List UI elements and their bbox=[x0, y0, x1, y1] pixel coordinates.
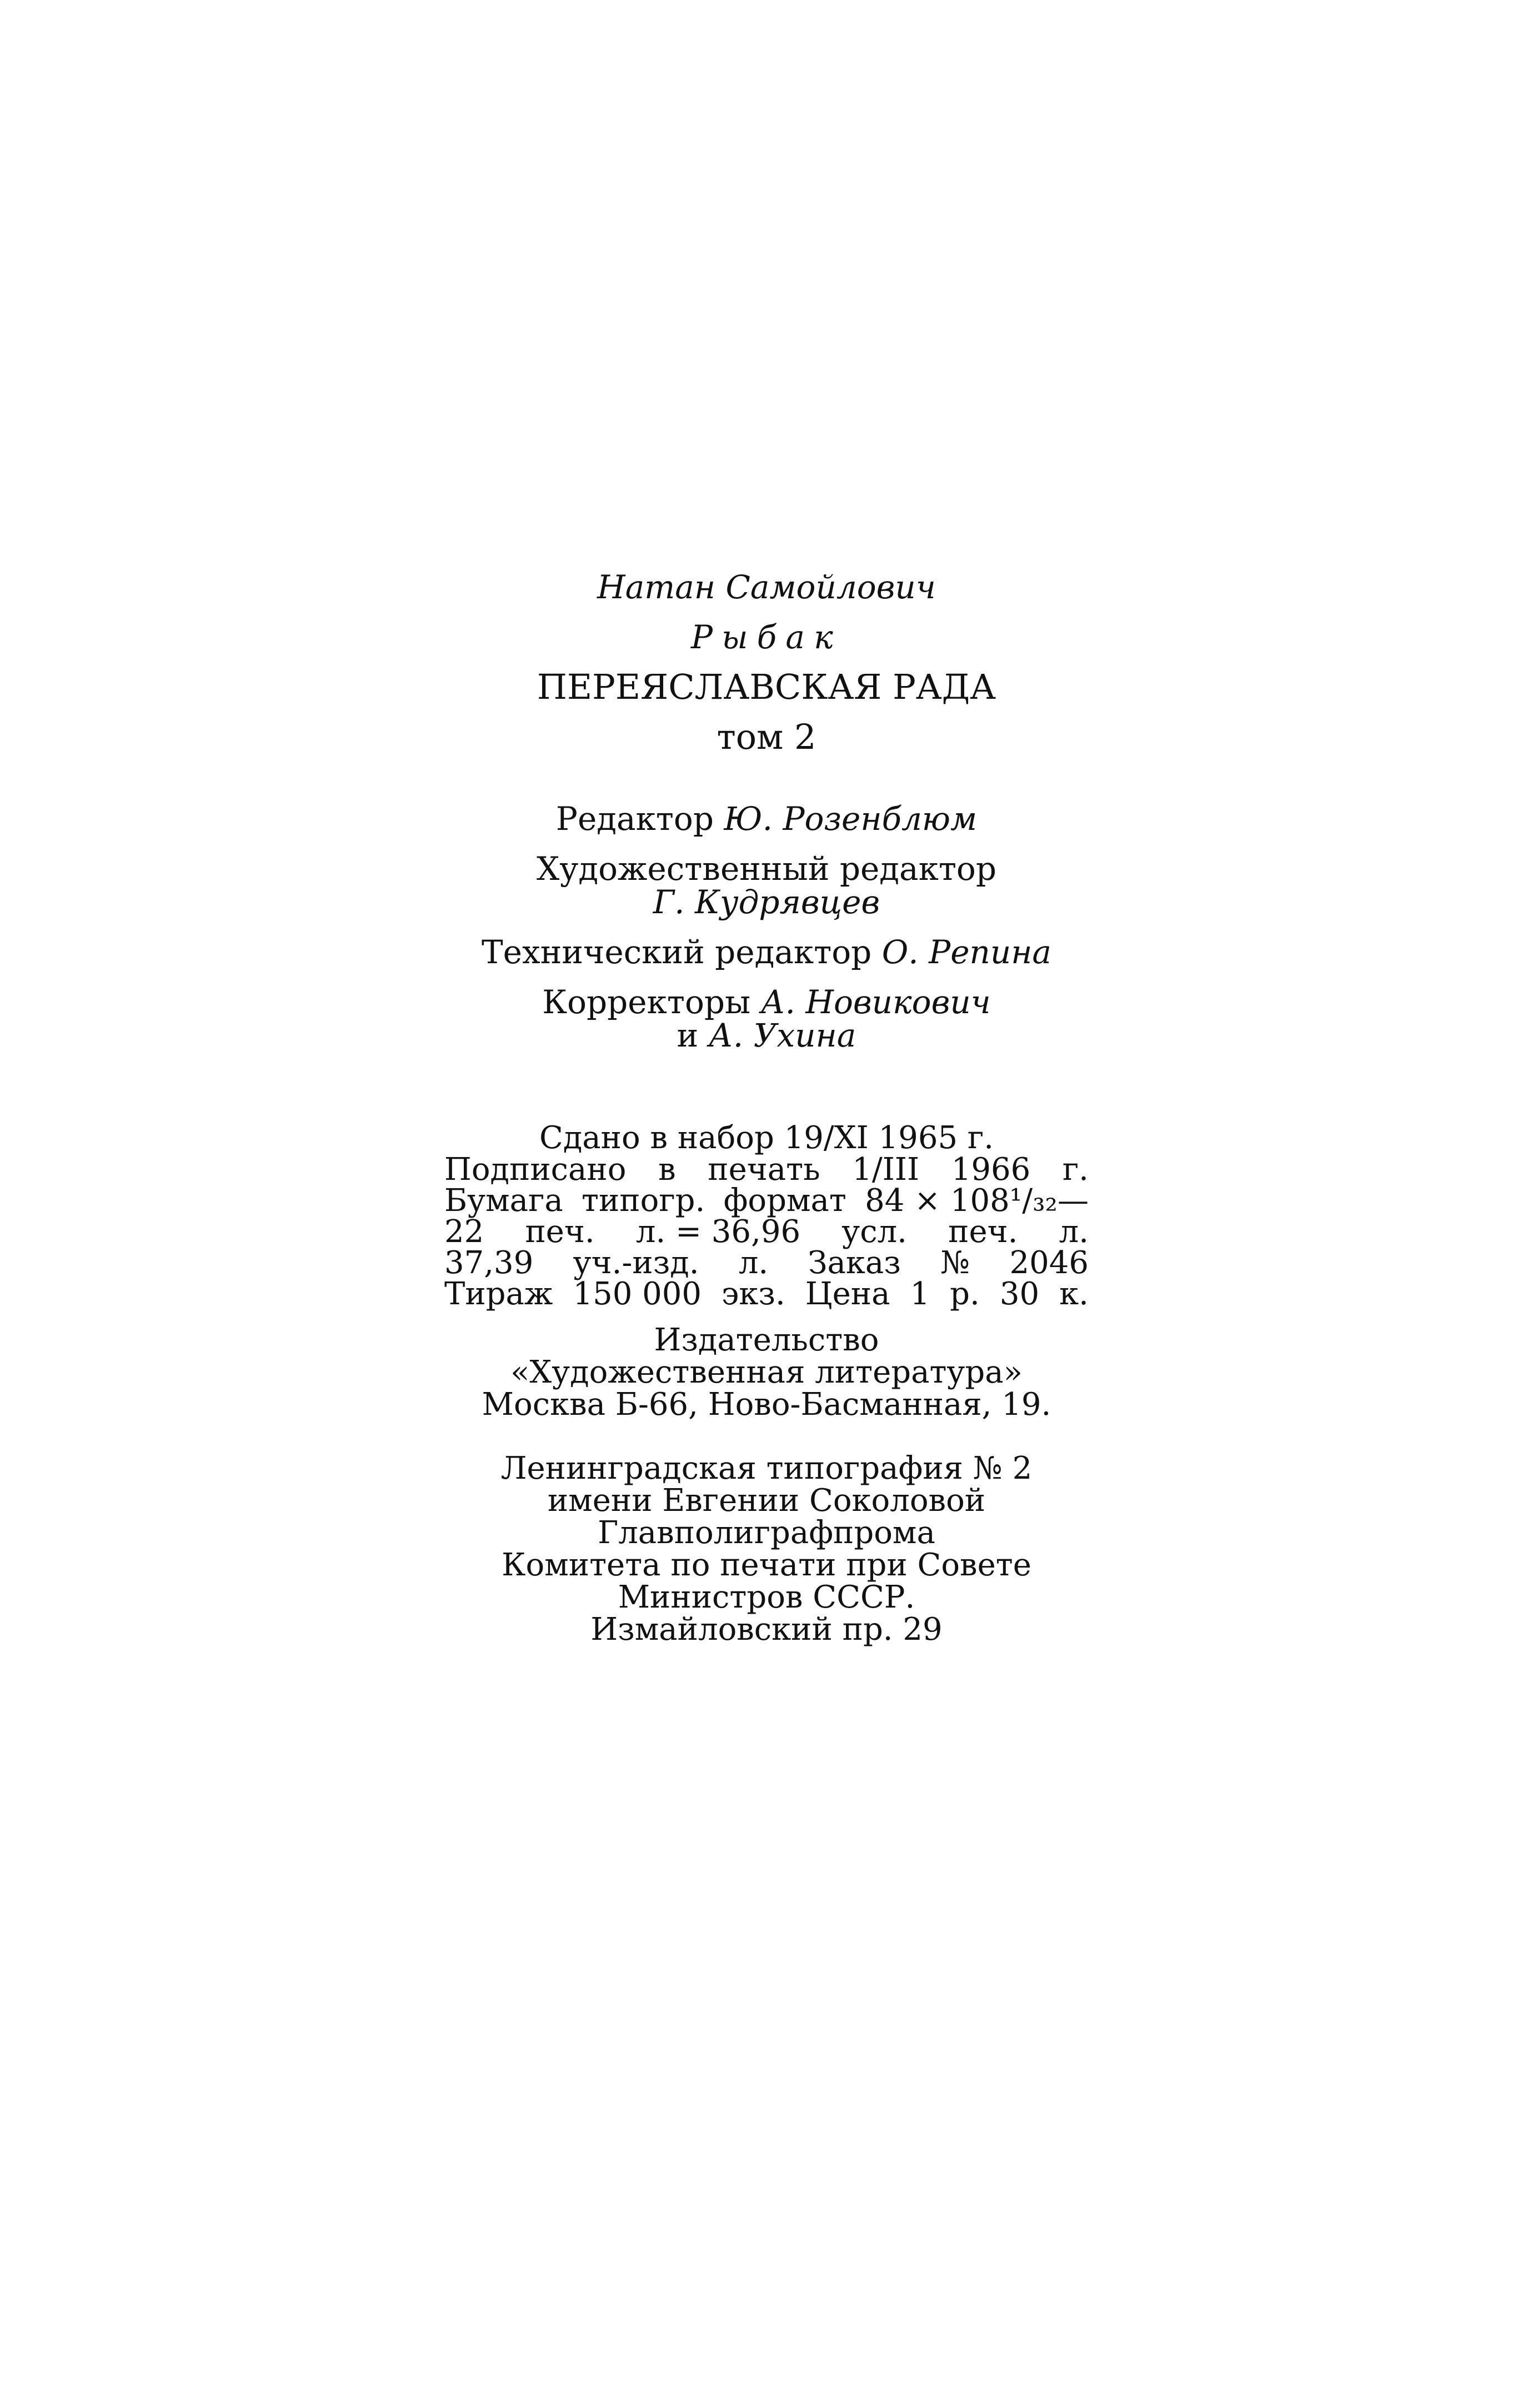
word: 1/III bbox=[852, 1152, 920, 1188]
volume-label: том 2 bbox=[717, 717, 816, 757]
proofreader-2: А. Ухина bbox=[708, 1017, 856, 1054]
proofreaders-credit bbox=[0, 983, 1533, 1054]
word: усл. bbox=[841, 1214, 907, 1250]
word: Подписано bbox=[444, 1152, 627, 1188]
printer-line-5: Министров СССР. bbox=[618, 1579, 915, 1615]
editor-credit bbox=[0, 800, 1533, 838]
proofreaders-label: Корректоры bbox=[542, 983, 751, 1021]
word: Заказ bbox=[808, 1245, 901, 1281]
printer-line-1: Ленинградская типография № 2 bbox=[500, 1450, 1033, 1486]
word: 84 × 108¹/₃₂— bbox=[865, 1183, 1089, 1219]
word: печ. bbox=[525, 1214, 595, 1250]
word: печ. bbox=[948, 1214, 1018, 1250]
publisher-address: Москва Б-66, Ново-Басманная, 19. bbox=[482, 1386, 1051, 1423]
word: Цена bbox=[805, 1276, 890, 1312]
imprint-line-1: Сдано в набор 19/XI 1965 г. bbox=[539, 1120, 994, 1156]
imprint-line-5 bbox=[444, 1245, 1089, 1281]
word: к. bbox=[1059, 1276, 1089, 1312]
printer-line-4: Комитета по печати при Совете bbox=[502, 1547, 1031, 1583]
imprint-line-3 bbox=[444, 1183, 1089, 1219]
printer-block bbox=[0, 1450, 1533, 1648]
word: 2046 bbox=[1009, 1245, 1089, 1281]
word: 22 bbox=[444, 1214, 484, 1250]
art-editor-label: Художественный редактор bbox=[537, 850, 996, 888]
word: экз. bbox=[722, 1276, 785, 1312]
imprint-line-6 bbox=[444, 1276, 1089, 1312]
publisher-name: «Художественная литература» bbox=[510, 1354, 1023, 1390]
word: л. = 36,96 bbox=[635, 1214, 801, 1250]
author-surname: Рыбак bbox=[690, 618, 843, 656]
word: типогр. bbox=[582, 1183, 705, 1219]
imprint-line-2 bbox=[444, 1152, 1089, 1188]
word: 37,39 bbox=[444, 1245, 534, 1281]
printer-line-6: Измайловский пр. 29 bbox=[590, 1611, 943, 1648]
word: Бумага bbox=[444, 1183, 563, 1219]
imprint-line-4 bbox=[444, 1216, 1089, 1248]
word: 150 000 bbox=[573, 1276, 702, 1312]
editor-label: Редактор bbox=[555, 800, 714, 838]
word: печать bbox=[708, 1152, 820, 1188]
word: л. bbox=[1059, 1214, 1089, 1250]
art-editor-name: Г. Кудрявцев bbox=[653, 883, 880, 921]
word: уч.-изд. bbox=[573, 1245, 699, 1281]
word: в bbox=[658, 1152, 676, 1188]
tech-editor-name: О. Репина bbox=[881, 933, 1052, 971]
proofreader-1: А. Новикович bbox=[760, 983, 991, 1021]
word: № bbox=[940, 1245, 970, 1281]
credits-block bbox=[0, 800, 1533, 1067]
word: р. bbox=[950, 1276, 980, 1312]
word: л. bbox=[738, 1245, 769, 1281]
tech-editor-credit bbox=[0, 933, 1533, 971]
book-title: ПЕРЕЯСЛАВСКАЯ РАДА bbox=[537, 667, 996, 707]
word: 1966 bbox=[951, 1152, 1031, 1188]
author-name: Натан Самойлович bbox=[597, 568, 936, 606]
word: 1 bbox=[910, 1276, 930, 1312]
editor-name: Ю. Розенблюм bbox=[724, 800, 978, 838]
printer-line-2: имени Евгении Соколовой bbox=[547, 1483, 986, 1519]
publisher-label: Издательство bbox=[654, 1322, 879, 1358]
word: 30 bbox=[999, 1276, 1040, 1312]
word: г. bbox=[1062, 1152, 1089, 1188]
imprint-block bbox=[444, 1122, 1089, 1421]
art-editor-credit bbox=[0, 850, 1533, 921]
printer-line-3: Главполиграфпрома bbox=[598, 1515, 935, 1551]
title-block bbox=[0, 562, 1533, 762]
word: Тираж bbox=[444, 1276, 553, 1312]
word: формат bbox=[723, 1183, 846, 1219]
proofreaders-and: и bbox=[677, 1017, 699, 1054]
tech-editor-label: Технический редактор bbox=[481, 933, 872, 971]
